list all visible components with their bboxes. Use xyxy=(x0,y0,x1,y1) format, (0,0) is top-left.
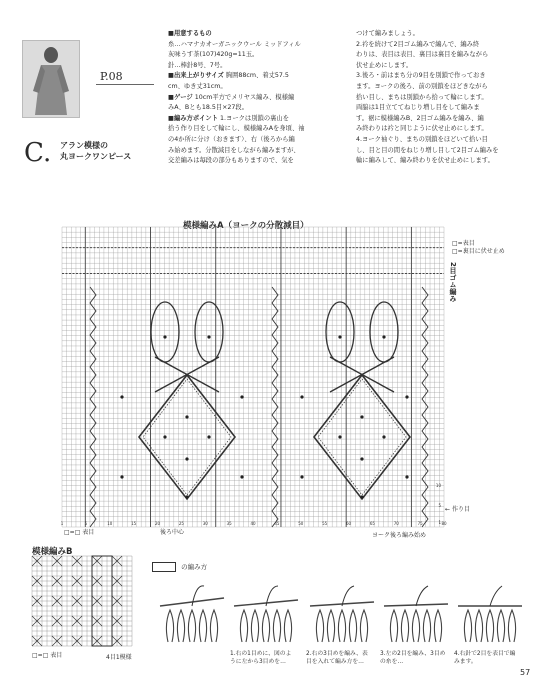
column-number: 5 xyxy=(84,521,88,526)
column-number: 30 xyxy=(202,521,208,526)
spec-text: 交差編みは毎段の部分もありますので、気を xyxy=(168,157,294,165)
how-to-text: の編み方 xyxy=(181,563,208,571)
column-number: 20 xyxy=(154,521,161,526)
back-center-label: 後ろ中心 xyxy=(160,529,185,536)
model-photo-figure xyxy=(23,41,79,117)
instruction-line: わりは、表目は表目、裏目は裏目を編みながら xyxy=(356,51,489,59)
cast-on-label: ← 作り目 xyxy=(445,506,470,513)
cable-loop xyxy=(195,302,223,362)
chart-b-grid xyxy=(32,556,132,646)
bobble-dot xyxy=(163,435,166,438)
subtitle-line: 丸ヨークワンピース xyxy=(60,152,132,161)
chart-a-grid xyxy=(60,227,447,527)
instruction-line: 2.衿を続けて2目ゴム編みで編んで、編み終 xyxy=(356,40,480,48)
instruction-line: つけて編みましょう。 xyxy=(356,30,419,37)
model-photo xyxy=(22,40,80,118)
page-reference: P.08 xyxy=(100,70,123,83)
chart-a-legend: □=□ 表目 xyxy=(64,529,95,536)
column-number: 35 xyxy=(226,521,232,526)
bobble-dot xyxy=(382,435,385,438)
chart-b-repeat: 4目1模様 xyxy=(106,654,132,661)
bobble-dot xyxy=(360,457,363,460)
spec-line xyxy=(168,61,360,72)
column-number: 75 xyxy=(417,521,423,526)
spec-text: 針…棒針8号、7号。 xyxy=(168,61,227,69)
page-reference-underline xyxy=(96,84,154,85)
bobble-dot xyxy=(207,335,210,338)
spec-text: の4か所に分け（おきます）、右（後ろから編 xyxy=(168,135,295,143)
spec-line xyxy=(168,103,360,114)
knitting-illustration xyxy=(156,576,228,646)
how-to-step-caption: 1.右の1目めに、図のように左から3目めを… xyxy=(230,651,292,665)
spec-text: 胸囲88cm、着丈57.5 xyxy=(223,72,289,80)
section-subtitle xyxy=(60,140,131,162)
instruction-line: 3.後ろ・前はまち分の9目を別鎖で作っておき xyxy=(356,72,486,80)
chart-b-title: 模様編みB xyxy=(32,547,73,557)
how-to-step-caption: 2.右の3目めを編み、表目を入れて編み方を… xyxy=(306,651,368,665)
spec-text: み始めます。分散減目をしながら編みますが、 xyxy=(168,146,300,154)
specs-block xyxy=(168,29,360,167)
spec-line xyxy=(168,124,360,135)
spec-line xyxy=(168,156,360,167)
spec-line xyxy=(168,146,360,157)
bobble-dot xyxy=(360,415,363,418)
row-number: 5 xyxy=(438,503,441,508)
rib-note-line: □=表目 xyxy=(452,240,475,247)
knitting-illustration xyxy=(306,576,378,646)
zigzag-column xyxy=(272,287,278,527)
bobble-dot xyxy=(338,335,341,338)
spec-line xyxy=(168,40,360,51)
column-number: 25 xyxy=(178,521,184,526)
chart-b-legend: □=□ 表目 xyxy=(32,652,63,659)
bobble-dot xyxy=(360,495,363,498)
spec-heading: ■ゲージ xyxy=(168,93,193,101)
bobble-dot xyxy=(338,435,341,438)
instructions-block xyxy=(356,29,538,167)
column-number: 60 xyxy=(345,521,352,526)
instruction-line: 4.ヨーク袖ぐり、まちの別鎖をほどいて拾い目 xyxy=(356,135,488,143)
rib-note xyxy=(452,240,505,256)
bobble-dot xyxy=(300,475,303,478)
cable-loop xyxy=(326,302,354,362)
bobble-dot xyxy=(300,395,303,398)
bobble-dot xyxy=(185,457,188,460)
instruction-line: す。裾に模様編みB、2目ゴム編みを編み、編 xyxy=(356,114,484,122)
bobble-dot xyxy=(207,435,210,438)
bobble-dot xyxy=(163,335,166,338)
spec-text: 10cm平方でメリヤス編み、模様編 xyxy=(192,93,295,101)
how-to-step xyxy=(230,576,302,666)
yarn-strand xyxy=(192,586,204,606)
how-to-step xyxy=(380,576,452,666)
subtitle-line: アラン模様の xyxy=(60,141,108,150)
bobble-dot xyxy=(185,415,188,418)
spec-heading: ■出来上がりサイズ xyxy=(168,72,224,80)
spec-text: 拾う作り目をして輪にし、模様編みAを身頃、袖 xyxy=(168,125,305,133)
cable-symbol-icon xyxy=(152,562,176,572)
yarn-strand xyxy=(416,586,428,606)
how-to-step xyxy=(306,576,378,666)
spec-text: cm、ゆき丈31cm。 xyxy=(168,82,227,90)
how-to-step xyxy=(454,576,526,666)
instruction-line: 伏せ止めにします。 xyxy=(356,61,413,69)
spec-line xyxy=(168,71,360,82)
instruction-line: し、目と目の間をねじり増し目して2目ゴム編みを xyxy=(356,146,499,154)
column-number: 45 xyxy=(274,521,280,526)
spec-line xyxy=(168,114,360,125)
instruction-line: 輪に編みして、編み終わりを伏せ止めにします。 xyxy=(356,157,494,165)
how-to-label xyxy=(152,562,207,572)
how-to-step-caption: 4.右針で2目を表目で編みます。 xyxy=(454,651,516,665)
yarn-strand xyxy=(490,586,502,606)
bobble-dot xyxy=(120,475,123,478)
column-number: 15 xyxy=(131,521,137,526)
spec-line xyxy=(168,135,360,146)
bobble-dot xyxy=(405,395,408,398)
instruction-line: 拾い目し、まちは別鎖から拾って輪にします。 xyxy=(356,93,488,101)
zigzag-column xyxy=(90,287,96,527)
column-number: 50 xyxy=(298,521,304,526)
bobble-dot xyxy=(382,335,385,338)
bobble-dot xyxy=(240,395,243,398)
spec-text: みA、Bとも18.5目×27段。 xyxy=(168,104,249,112)
column-number: 40 xyxy=(250,521,256,526)
spec-text: 糸…ハマナカオーガニックウール ミッドフィル xyxy=(168,40,301,48)
cast-on-text: 作り目 xyxy=(451,506,470,513)
back-start-label: ヨーク後ろ編み始め xyxy=(372,532,427,539)
instruction-line: ます。ヨークの後ろ、前の別鎖をほどきながら xyxy=(356,82,488,90)
chart-a-title: 模様編みA（ヨークの分散減目） xyxy=(183,221,309,231)
column-number: 55 xyxy=(322,521,328,526)
column-number: 65 xyxy=(369,521,375,526)
bobble-dot xyxy=(185,495,188,498)
knitting-illustration xyxy=(454,576,526,646)
bobble-dot xyxy=(120,395,123,398)
bobble-dot xyxy=(240,475,243,478)
bobble-dot xyxy=(405,475,408,478)
column-number: 80 xyxy=(441,521,447,526)
page-number: 57 xyxy=(520,668,531,677)
spec-heading: ■用意するもの xyxy=(168,30,212,37)
rib-vertical-label: 2目ゴム編み xyxy=(449,262,457,302)
spec-line xyxy=(168,93,360,104)
column-number: 1 xyxy=(60,521,64,526)
section-letter: C. xyxy=(24,138,52,168)
instruction-line: 両脇は1目立ててねじり増し目をして編みま xyxy=(356,104,480,112)
spec-heading: ■編み方ポイント xyxy=(168,114,219,122)
row-number: 1 xyxy=(438,520,441,525)
spec-text: 1.ヨークは別鎖の裏山を xyxy=(218,114,290,122)
instruction-line: み終わりは衿と同じように伏せ止めにします。 xyxy=(356,125,488,133)
knitting-illustration xyxy=(380,576,452,646)
spec-line xyxy=(168,29,360,40)
knitting-illustration xyxy=(230,576,302,646)
zigzag-column xyxy=(422,287,428,527)
spec-line xyxy=(168,50,360,61)
spec-line xyxy=(168,82,360,93)
how-to-step-caption: 3.左の2目を編み、3目めの糸を… xyxy=(380,651,446,665)
rib-note-line: □=裏目に伏せ止め xyxy=(452,248,505,255)
column-number: 10 xyxy=(107,521,113,526)
row-number: 10 xyxy=(435,483,441,488)
how-to-step xyxy=(156,576,228,650)
spec-text: 灰味うす茶(107)420g=11玉。 xyxy=(168,51,259,59)
column-number: 70 xyxy=(393,521,399,526)
